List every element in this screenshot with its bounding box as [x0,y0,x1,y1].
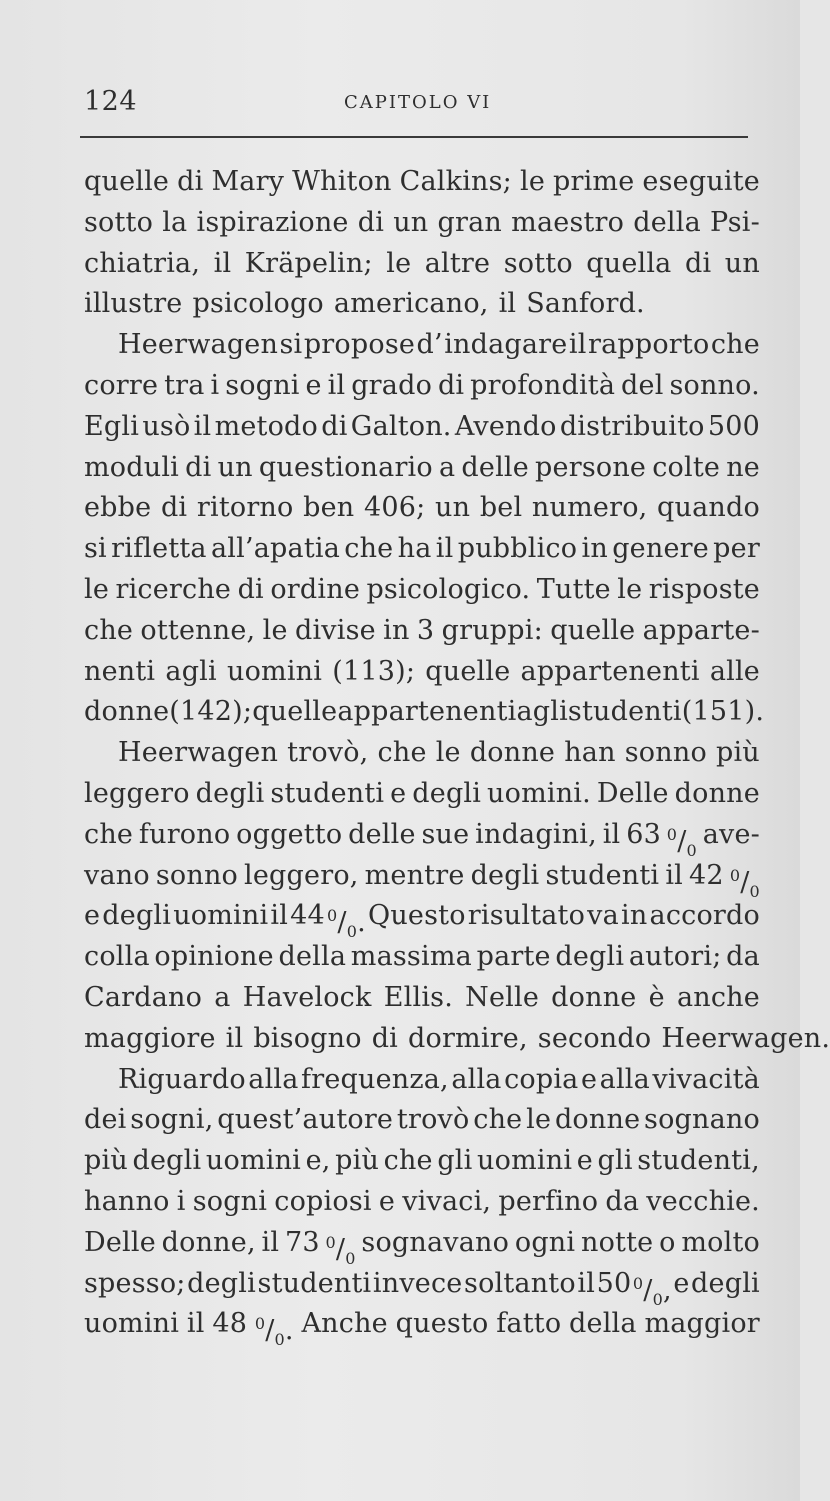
word: 0/0 [729,865,760,901]
word: Delle [596,777,669,809]
word: degli [132,1145,202,1177]
word: Cardano [84,981,203,1013]
text-line [84,815,760,860]
word: 406; [363,492,426,524]
word: vano [84,859,150,891]
word: ispirazione [196,206,349,238]
word: alla [599,1063,650,1095]
word: di [177,166,204,197]
word: e, [305,1145,331,1177]
text-line [84,488,760,529]
word: agli [516,696,568,728]
word: hanno [84,1185,170,1217]
word: 73 [284,1226,320,1258]
text-line [84,937,760,978]
word: (142); [169,696,253,728]
word: Galton. [350,410,452,442]
word: più [715,737,760,769]
text-line [84,284,760,325]
word: da [726,941,760,973]
word: trovò, [287,737,369,769]
word: delle [461,451,529,483]
word: il [602,818,621,850]
word: il [261,1226,280,1258]
word: dormire, [408,1022,528,1054]
word: il [435,533,454,565]
word: Heerwagen [118,329,279,361]
word: invece [372,1267,463,1299]
word: Mary [211,166,285,197]
word: questo [395,1308,489,1340]
word: più [335,1145,380,1177]
word: degli [470,859,540,891]
word: donne [84,696,170,728]
text-line [84,366,760,407]
word: ha [397,533,432,565]
word: soltanto [464,1267,576,1299]
word: accordo [649,900,760,932]
word: apparte- [642,614,760,646]
word: divise [294,614,376,646]
text-line [84,978,760,1019]
word: del [621,369,664,401]
running-head: CAPITOLO VI [344,92,492,113]
word: degli [187,1267,256,1299]
word: degli [691,1267,760,1299]
word: uomini [205,1145,302,1177]
word: donne [674,777,760,809]
word: un [724,247,760,279]
word: Ellis. [383,981,453,1013]
word: e [84,900,101,932]
word: e [673,1267,690,1299]
word: d’ [416,329,443,361]
word: risposte [648,573,760,605]
word: usò [142,410,191,442]
word: Tutte [536,573,611,605]
word: il [270,900,289,932]
word: il [225,1022,244,1054]
header-rule [80,136,748,138]
word: e [390,777,407,809]
word: va [587,900,619,932]
word: altre [424,247,491,279]
word: da [605,1185,640,1217]
word: Delle [84,1226,156,1258]
word: 48 [212,1308,248,1340]
word: profondità [470,369,616,401]
word: maestro [511,206,625,238]
word: o [659,1226,676,1258]
word: Heerwagen. [661,1022,830,1054]
text-line [84,1264,760,1309]
word: il [213,247,232,279]
word: leggero [84,777,190,809]
page-number: 124 [84,86,138,117]
word: Sanford. [526,288,645,320]
text-line [84,611,760,652]
word: (151). [681,696,765,728]
word: di [185,451,212,483]
word: di [684,247,712,279]
word: le [617,573,643,605]
word: appartenenti [337,696,517,728]
word: della [278,941,347,973]
word: eseguite [642,166,760,197]
word: delle [348,818,416,850]
word: Anche [301,1308,388,1340]
word: di [437,369,465,401]
word: vivaci, [402,1185,492,1217]
text-line [84,1141,760,1182]
word: le [435,737,461,769]
word: sogni [192,1185,268,1217]
word: e [305,369,322,401]
word: in [383,614,410,646]
word: quelle [425,655,511,687]
word: di [160,492,188,524]
word: secondo [537,1022,652,1054]
word: ricerche [115,573,232,605]
text-line [84,570,760,611]
word: parte [476,941,551,973]
word: spesso; [84,1267,186,1299]
word: le [262,614,288,646]
word: appartenenti [520,655,700,687]
word: il [186,1308,205,1340]
word: ben [303,492,355,524]
word: gruppi: [441,614,543,646]
word: le [526,1104,552,1136]
word: 63 [626,818,661,850]
word: (113); [332,655,416,687]
word: il [327,369,346,401]
word: di [357,206,385,238]
word: 0/0. [254,1314,294,1350]
word: opinione [154,941,274,973]
word: alla [451,1063,502,1095]
word: indagini, [475,818,597,850]
word: Calkins; [399,166,512,197]
word: che [473,1104,523,1136]
word: furono [138,818,231,850]
word: ave- [702,818,760,850]
word: di [321,410,348,442]
word: uomini [173,900,269,932]
text-line [84,1019,830,1060]
word: sotto [84,206,154,238]
word: tra [164,369,205,401]
word: dei [84,1104,127,1136]
text-line [84,407,760,448]
word: sognano [644,1104,760,1136]
page-header [84,86,748,126]
word: metodo [214,410,318,442]
word: americano, [333,288,489,320]
word: sognavano [361,1226,510,1258]
word: di [371,1022,399,1054]
word: ogni [514,1226,576,1258]
word: donne [551,981,637,1013]
word: alla [248,1063,299,1095]
word: psicologico. [366,573,531,605]
word: numero, [531,492,648,524]
word: grado [351,369,433,401]
word: a [214,981,231,1013]
word: studenti [270,777,385,809]
word: quella [586,247,672,279]
text-line [84,244,760,285]
word: sue [421,818,470,850]
word: 0/0 [325,1232,356,1268]
word: Kräpelin; [244,247,373,279]
word: studenti, [637,1145,760,1177]
word: 0/0 [666,824,697,860]
text-line [84,896,760,942]
word: molto [681,1226,760,1258]
word: quest’autore [217,1104,394,1136]
word: la [162,206,188,238]
word: è [648,981,665,1013]
word: studenti [567,696,682,728]
word: 50 [596,1267,632,1299]
word: di [237,573,264,605]
word: illustre [84,288,183,320]
word: un [217,451,253,483]
word: frequenza, [301,1063,449,1095]
word: Heerwagen [118,737,279,769]
word: che [84,614,134,646]
word: e [580,1063,598,1095]
word: gran [437,206,503,238]
word: gli [597,1145,633,1177]
word: in [581,533,608,565]
word: sogni [225,369,300,401]
word: Nelle [465,981,540,1013]
text-line [84,162,760,203]
word: i [210,369,220,401]
word: in [621,900,648,932]
word: per [713,533,760,565]
word: ebbe [84,492,152,524]
word: prime [553,166,635,197]
word: della [633,206,701,238]
word: Whiton [292,166,392,197]
word: il [577,1267,596,1299]
word: moduli [84,451,180,483]
word: copia [504,1063,579,1095]
word: il [193,410,212,442]
text-line [84,203,760,244]
word: propose [303,329,416,361]
word: degli [102,900,172,932]
text-line [84,774,760,815]
word: degli [195,777,265,809]
word: studenti [545,859,660,891]
word: vecchie. [646,1185,760,1217]
word: si [84,533,107,565]
text-line [84,1223,760,1268]
word: uomini [226,655,323,687]
text-line [84,692,765,733]
word: perfino [498,1185,599,1217]
word: che [383,1145,433,1177]
word: vivacità [652,1063,760,1095]
word: bel [479,492,523,524]
word: sonno [155,859,238,891]
text-line [84,1304,760,1350]
text-line [84,1060,760,1101]
text-line [84,1100,760,1141]
word: han [564,737,616,769]
word: pubblico [457,533,578,565]
word: 42 [689,859,724,891]
word: trovò [396,1104,470,1136]
word: che [84,818,134,850]
word: 44 [290,900,325,932]
word: ottenne, [140,614,256,646]
word: e [576,1145,593,1177]
word: maggior [644,1308,760,1340]
word: le [386,247,412,279]
word: Avendo [454,410,557,442]
word: anche [676,981,760,1013]
word: sonno [624,737,707,769]
word: agli [165,655,217,687]
word: rapporto [587,329,710,361]
word: ordine [270,573,360,605]
word: sogni, [130,1104,214,1136]
word: sotto [503,247,573,279]
word: ne [726,451,760,483]
word: e [378,1185,396,1217]
word: studenti [257,1267,372,1299]
word: nenti [84,655,156,687]
word: colla [84,941,150,973]
word: massima [350,941,472,973]
word: della [569,1308,637,1340]
word: sonno. [669,369,760,401]
word: rifletta [111,533,207,565]
word: degli [412,777,482,809]
word: ritorno [196,492,294,524]
word: leggero, [244,859,359,891]
word: uomini [84,1308,180,1340]
word: Riguardo [118,1063,246,1095]
word: uomini [477,1145,573,1177]
text-line [84,325,760,366]
word: uomini. [487,777,591,809]
word: persone [535,451,647,483]
word: chiatria, [84,247,201,279]
text-line [84,1182,760,1223]
word: colte [652,451,721,483]
word: il [665,859,683,891]
word: bisogno [253,1022,362,1054]
body-text [84,162,830,1350]
word: le [519,166,545,197]
word: quelle [550,614,636,646]
word: psicologo [192,288,324,320]
word: 500 [707,410,760,442]
word: quelle [252,696,338,728]
text-line [84,448,760,489]
word: Questo [368,900,466,932]
word: alle [709,655,760,687]
word: gli [437,1145,473,1177]
word: maggiore [84,1022,216,1054]
word: all’apatia [210,533,340,565]
word: a [438,451,456,483]
word: che [377,737,427,769]
word: donne [554,1104,641,1136]
word: quelle [84,166,170,197]
word: il [498,288,517,320]
word: un [435,492,471,524]
word: donne, [161,1226,256,1258]
word: 3 [416,614,435,646]
word: Psi- [710,206,760,238]
word: più [84,1145,128,1177]
text-line [84,856,760,901]
word: corre [84,369,159,401]
word: indagare [444,329,568,361]
word: il [568,329,587,361]
word: che [710,329,760,361]
word: risultato [467,900,586,932]
word: un [393,206,429,238]
word: quando [657,492,760,524]
word: degli [555,941,625,973]
text-line [84,652,760,693]
word: notte [581,1226,654,1258]
word: Havelock [242,981,372,1013]
word: oggetto [236,818,343,850]
word: i [176,1185,186,1217]
word: Egli [84,410,140,442]
word: autori; [628,941,722,973]
word: 0/0. [327,906,366,942]
word: genere [612,533,709,565]
word: mentre [364,859,465,891]
word: distribuito [559,410,705,442]
word: le [84,573,110,605]
word: donne [469,737,556,769]
word: questionario [258,451,433,483]
word: che [344,533,394,565]
word: 0/0, [632,1273,672,1309]
word: fatto [496,1308,562,1340]
word: copiosi [274,1185,372,1217]
text-line [84,733,760,774]
word: si [279,329,303,361]
text-line [84,529,760,570]
